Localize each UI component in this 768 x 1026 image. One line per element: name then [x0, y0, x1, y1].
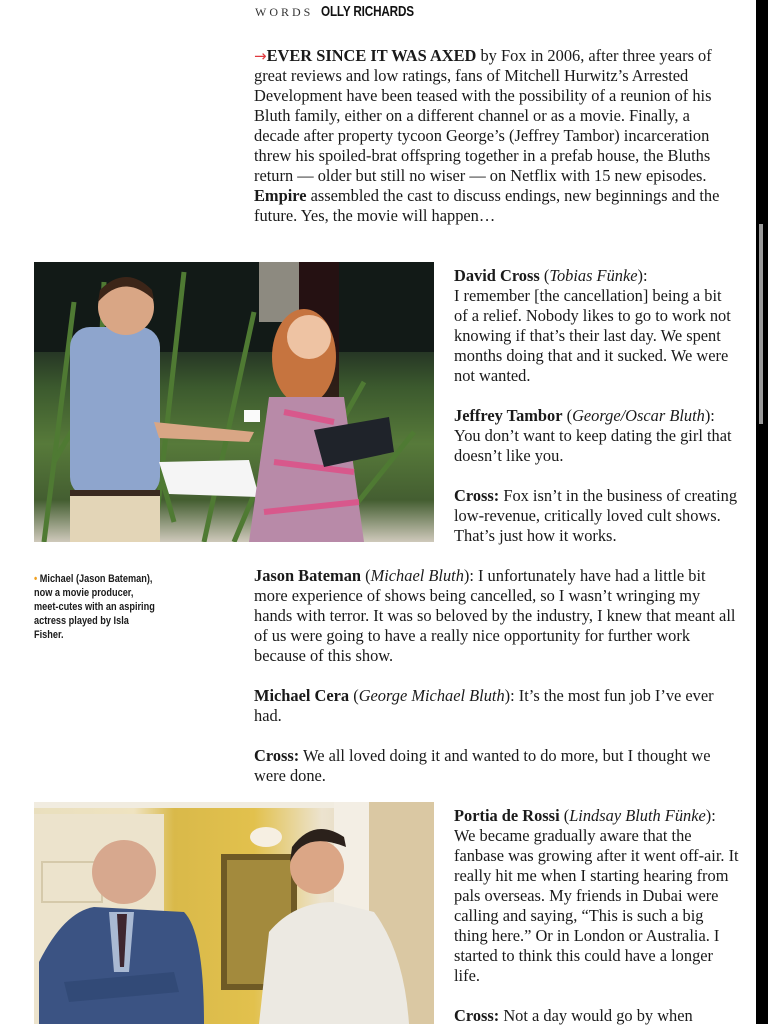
arrow-right-icon: →	[254, 47, 267, 65]
quote-david-cross: David Cross (Tobias Fünke): I remember [the cancellation] being a bit of a relief. Nobody likes to go to work not knowing if that’s their last day. We spent months doing that and it sucked. We were not wanted.	[454, 266, 731, 385]
quote-jason-bateman: Jason Bateman (Michael Bluth): I unfortunately have had a little bit more experience of shows being cancelled, so I wasn’t wringing my hands with terror. It was so beloved by the industry, I knew that meant all of us were going to have a really nice opportunity for further work because of this show.	[254, 566, 736, 665]
bullet-icon: •	[34, 573, 38, 585]
photo-caption: • Michael (Jason Bateman), now a movie producer, meet-cutes with an aspiring actress played by Isla Fisher.	[34, 573, 155, 641]
photo-tambor-bateman	[34, 802, 434, 1024]
byline-author: OLLY RICHARDS	[321, 3, 415, 20]
byline	[255, 3, 440, 23]
quote-portia-de-rossi: Portia de Rossi (Lindsay Bluth Fünke): We became gradually aware that the fanbase was growing after it went off-air. It really hit me when I starting hearing from pals overseas. My friends in Dubai were calling and saying, “This is such a big thing here.” Or in London or Australia. I started to think this could have a longer life.	[454, 806, 739, 985]
quote-cross-3: Cross: We all loved doing it and wanted to do more, but I thought we were done.	[254, 746, 711, 785]
quote-cross-2: Cross: Fox isn’t in the business of creating low-revenue, critically loved cult shows. That’s just how it works.	[454, 486, 738, 545]
photo-illustration	[34, 262, 434, 542]
scrollbar-track[interactable]	[756, 0, 768, 1024]
photo-bateman-fisher	[34, 262, 434, 542]
quote-jeffrey-tambor: Jeffrey Tambor (George/Oscar Bluth): You don’t want to keep dating the girl that doesn’t like you.	[454, 406, 732, 465]
quote-column-2	[254, 566, 739, 786]
quote-cross-4: Cross: Not a day would go by when	[454, 1006, 693, 1025]
quote-michael-cera: Michael Cera (George Michael Bluth): It’s the most fun job I’ve ever had.	[254, 686, 714, 725]
quote-column-3	[454, 806, 739, 1026]
byline-label: WORDS	[255, 5, 314, 19]
scrollbar-thumb[interactable]	[759, 224, 763, 424]
photo-illustration	[34, 802, 434, 1024]
intro-lead: EVER SINCE IT WAS AXED	[266, 46, 477, 65]
intro-paragraph: →EVER SINCE IT WAS AXED by Fox in 2006, after three years of great reviews and low ratings, fans of Mitchell Hurwitz’s Arrested Development have been teased with the possibility of a reunion of his Bluth family, either on a different channel or as a movie. Finally, a decade after property tycoon George’s (Jeffrey Tambor) incarceration threw his spoiled-brat offspring together in a prefab house, the Bluths return — older but still no wiser — on Netflix with 15 new episodes. Empire assembled the cast to discuss endings, new beginnings and the future. Yes, the movie will happen…	[254, 46, 720, 225]
brand-name: Empire	[254, 186, 307, 205]
quote-column-1	[454, 266, 739, 546]
